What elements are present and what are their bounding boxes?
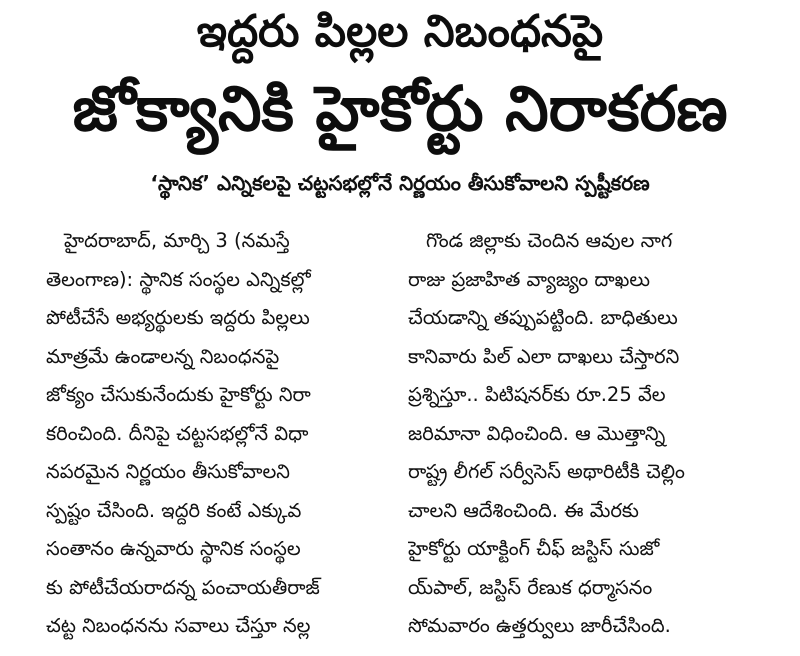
article-line: చాలని ఆదేశించింది. ఈ మేరకు — [408, 498, 639, 522]
article-column-right — [408, 222, 788, 646]
article-line: గొండ జిల్లాకు చెందిన ఆవుల నాగ — [426, 229, 673, 252]
article-column-left — [46, 222, 401, 646]
article-line: పోటీచేసే అభ్యర్థులకు ఇద్దరు పిల్లలు — [46, 306, 310, 329]
article-line: జోక్యం చేసుకునేందుకు హైకోర్టు నిరా — [46, 383, 311, 406]
headline-line-1: ఇద్దరు పిల్లల నిబంధనపై — [196, 6, 604, 57]
article-line: కరించింది. దీనిపై చట్టసభల్లోనే విధా — [46, 421, 309, 445]
article-line: చట్ట నిబంధనను సవాలు చేస్తూ నల్ల — [46, 614, 311, 637]
headline-line-2: జోక్యానికి హైకోర్టు నిరాకరణ — [72, 72, 728, 145]
article-line: రాష్ట్ర లీగల్ సర్వీసెస్ అథారిటీకి చెల్లిం — [408, 460, 685, 483]
article-line: హైకోర్టు యాక్టింగ్ చీఫ్ జస్టిస్ సుజో — [408, 537, 660, 560]
article-line: మాత్రమే ఉండాలన్న నిబంధనపై — [46, 344, 280, 368]
article-line: రాజు ప్రజాహిత వ్యాజ్యం దాఖలు — [408, 267, 650, 291]
article-line: సంతానం ఉన్నవారు స్థానిక సంస్థల — [46, 537, 301, 560]
article-line: య్‌పాల్, జస్టిస్ రేణుక ధర్మాసనం — [408, 575, 653, 599]
article-line: హైదరాబాద్, మార్చి 3 (నమస్తే — [64, 229, 290, 252]
article-line: కానివారు పిల్ ఎలా దాఖలు చేస్తారని — [408, 344, 680, 368]
article-line: కు పోటీచేయరాదన్న పంచాయతీరాజ్ — [46, 575, 320, 599]
article-line: తెలంగాణ): స్థానిక సంస్థల ఎన్నికల్లో — [46, 267, 311, 291]
article-line: స్పష్టం చేసింది. ఇద్దరి కంటే ఎక్కువ — [46, 498, 302, 522]
article-line: సోమవారం ఉత్తర్వులు జారీచేసింది. — [408, 614, 671, 637]
article-line: నపరమైన నిర్ణయం తీసుకోవాలని — [46, 460, 290, 483]
article-line: జరిమానా విధించింది. ఆ మొత్తాన్ని — [408, 421, 666, 445]
article-line: చేయడాన్ని తప్పుపట్టింది. బాధితులు — [408, 306, 678, 329]
article-line: ప్రశ్నిస్తూ.. పిటిషనర్‌కు రూ.25 వేల — [408, 383, 666, 406]
subheadline: ‘స్థానిక’ ఎన్నికలపై చట్టసభల్లోనే నిర్ణయం తీసుకోవాలని స్పష్టీకరణ — [150, 171, 650, 195]
